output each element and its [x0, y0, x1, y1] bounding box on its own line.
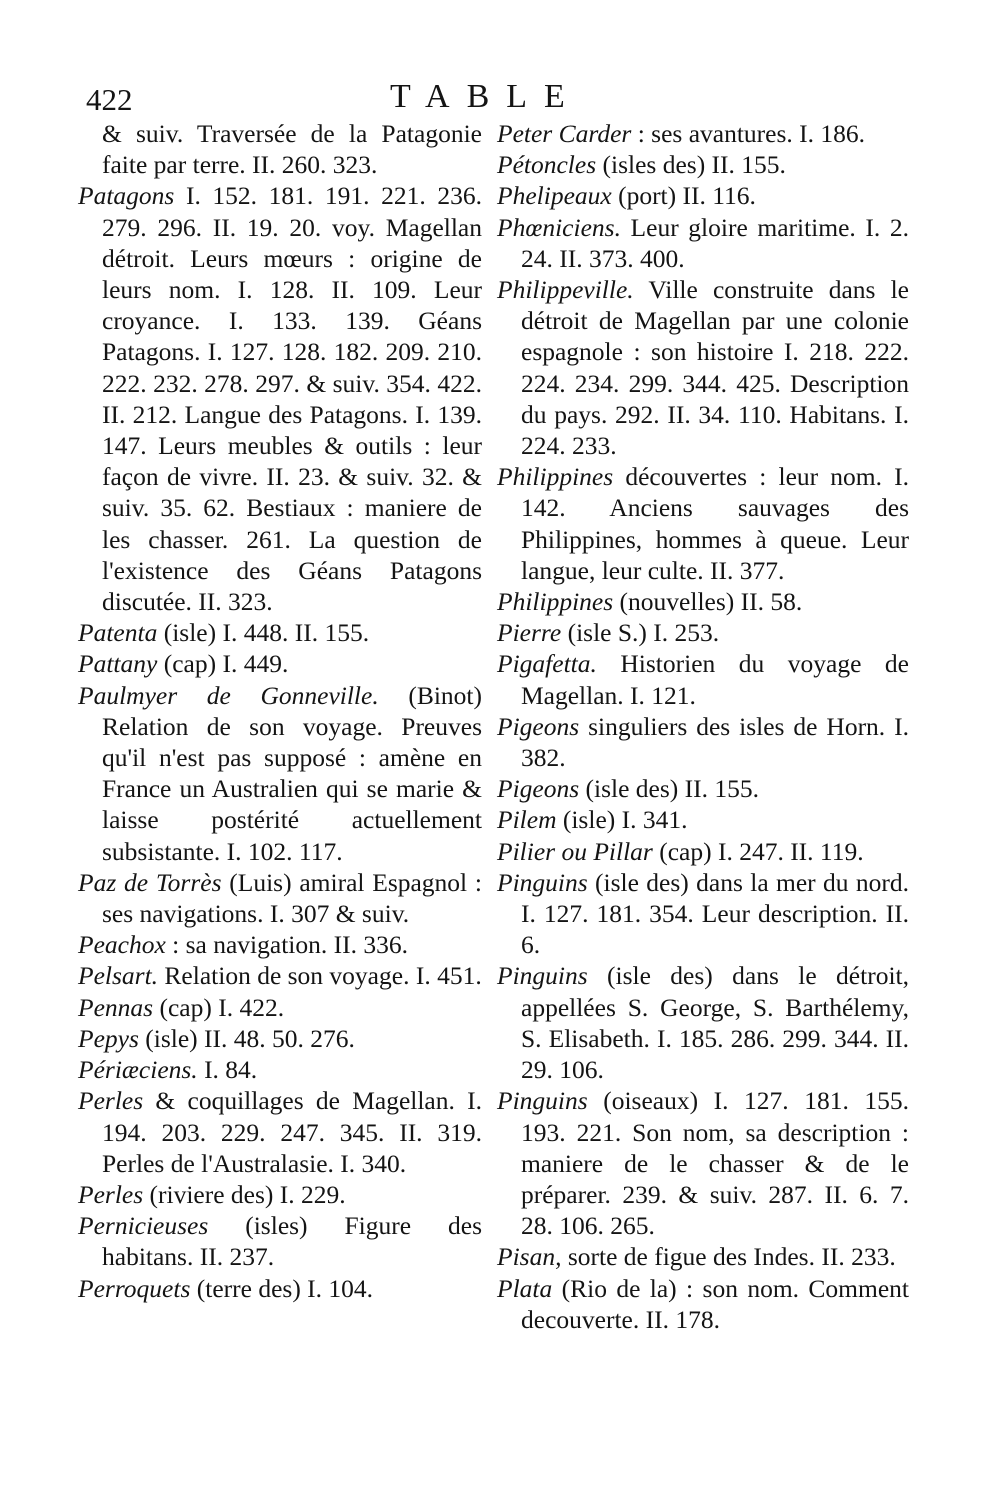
index-entry [78, 867, 482, 929]
index-entry [78, 1179, 482, 1210]
index-references: (isle des) II. 155. [579, 774, 760, 804]
index-headword: Plata [497, 1273, 553, 1303]
index-headword: Pigeons [497, 711, 580, 741]
index-entry [497, 586, 909, 617]
index-references: (oiseaux) I. 127. 181. 155. 193. 221. Son nom, sa description : maniere de le chasser & de le préparer. 239. & suiv. 287. II. 6. 7. 28. 106. 265. [521, 1086, 909, 1241]
index-entry [497, 118, 909, 149]
index-entry [78, 617, 482, 648]
index-entry [497, 149, 909, 180]
index-headword: Perles [78, 1086, 144, 1116]
index-references: : sa navigation. II. 336. [165, 930, 408, 960]
index-headword: Phœniciens. [497, 212, 621, 242]
index-headword: Philippines [497, 462, 614, 492]
page-title: TABLE [390, 78, 582, 115]
index-headword: Pinguins [497, 1086, 588, 1116]
index-headword: Pennas [78, 992, 154, 1022]
index-references: Historien du voyage de Magellan. I. 121. [521, 649, 909, 710]
index-headword: Pepys [78, 1023, 139, 1053]
index-references: (cap) I. 247. II. 119. [652, 836, 864, 866]
index-entry [78, 1085, 482, 1179]
index-headword: Paulmyer de Gonneville. [78, 680, 379, 710]
index-entry [78, 180, 482, 617]
index-entry [78, 1273, 482, 1304]
index-headword: Pelsart. [78, 961, 159, 991]
index-references: (riviere des) I. 229. [143, 1179, 346, 1209]
index-references: I. 84. [197, 1055, 258, 1085]
index-entry [78, 118, 482, 180]
index-headword: Pinguins [497, 961, 588, 991]
index-entry [497, 1273, 909, 1335]
index-references: (port) II. 116. [611, 181, 756, 211]
index-references: (isle) I. 341. [556, 805, 688, 835]
index-entry [497, 461, 909, 586]
index-references: Relation de son voyage. I. 451. [158, 961, 482, 991]
left-column [78, 118, 482, 1304]
index-headword: Pétoncles [497, 150, 597, 180]
index-references: I. 152. 181. 191. 221. 236. 279. 296. II. 19. 20. voy. Magellan détroit. Leurs mœurs : origine de leurs nom. I. 128. II. 109. Leur croyance. I. 133. 139. Géans Patagons. I. 127. 128. 182. 209. 210. 222. 232. 278. 297. & suiv. 354. 422. II. 212. Langue des Patagons. I. 139. 147. Leurs meubles & outils : leur façon de vivre. II. 23. & suiv. 32. & suiv. 35. 62. Bestiaux : maniere de les chasser. 261. La question de l'existence des Géans Patagons discutée. II. 323. [102, 181, 482, 617]
index-headword: Pilier ou Pillar [497, 836, 653, 866]
index-headword: Perles [78, 1179, 144, 1209]
index-headword: Pinguins [497, 867, 588, 897]
index-entry [78, 648, 482, 679]
index-references: (isles des) II. 155. [596, 150, 786, 180]
index-references: (nouvelles) II. 58. [613, 587, 803, 617]
index-references: (isle) II. 48. 50. 276. [138, 1023, 355, 1053]
index-entry [78, 960, 482, 991]
index-headword: Philippeville. [497, 275, 634, 305]
index-headword: Pernicieuses [78, 1211, 209, 1241]
index-headword: Peachox [78, 930, 166, 960]
page-number: 422 [86, 82, 133, 117]
index-references: Leur gloire maritime. I. 2. 24. II. 373. 400. [521, 212, 909, 273]
index-references: (isle S.) I. 253. [561, 618, 720, 648]
index-headword: Pattany [78, 649, 158, 679]
index-headword: Pigeons [497, 774, 580, 804]
index-entry [497, 773, 909, 804]
index-references: (cap) I. 449. [157, 649, 289, 679]
index-references: : ses avantures. I. 186. [631, 119, 866, 148]
index-headword: Peter Carder [497, 119, 632, 148]
index-entry [497, 867, 909, 961]
index-entry [497, 212, 909, 274]
index-headword: Philippines [497, 587, 614, 617]
index-headword: Perroquets [78, 1273, 191, 1303]
index-headword: Pierre [497, 618, 562, 648]
index-headword: Patagons [78, 181, 175, 211]
index-references: (Rio de la) : son nom. Comment decouverte. II. 178. [521, 1273, 909, 1334]
index-entry [78, 1054, 482, 1085]
index-entry [497, 648, 909, 710]
index-headword: Paz de Torrès [78, 867, 222, 897]
index-entry [497, 711, 909, 773]
index-references: & suiv. Traversée de la Patagonie faite par terre. II. 260. 323. [102, 119, 482, 180]
index-references: (Luis) amiral Espagnol : ses navigations. I. 307 & suiv. [102, 867, 482, 929]
index-entry [497, 1241, 909, 1272]
index-entry [497, 180, 909, 211]
index-references: sorte de figue des Indes. II. 233. [561, 1242, 896, 1272]
index-entry [497, 1085, 909, 1241]
index-headword: Périæciens. [78, 1055, 198, 1085]
index-headword: Pisan, [497, 1242, 562, 1272]
index-references: (isle) I. 448. II. 155. [157, 618, 370, 648]
index-references: & coquillages de Magellan. I. 194. 203. 229. 247. 345. II. 319. Perles de l'Australasie. I. 340. [102, 1086, 482, 1178]
index-entry [78, 680, 482, 867]
index-entry [497, 804, 909, 835]
index-entry [497, 836, 909, 867]
index-entry [78, 929, 482, 960]
index-entry [497, 617, 909, 648]
index-headword: Phelipeaux [497, 181, 612, 211]
index-entry [497, 274, 909, 461]
index-entry [78, 1023, 482, 1054]
index-references: (cap) I. 422. [153, 992, 285, 1022]
index-entry [78, 992, 482, 1023]
index-headword: Patenta [78, 618, 158, 648]
index-headword: Pigafetta. [497, 649, 597, 679]
index-entry [497, 960, 909, 1085]
index-references: (Binot) Relation de son voyage. Preuves qu'il n'est pas supposé : amène en France un Australien qui se marie & laisse postérité actuellement subsistante. I. 102. 117. [102, 680, 482, 866]
index-references: (isles) Figure des habitans. II. 237. [102, 1211, 482, 1272]
index-references: (isle des) dans le détroit, appellées S. George, S. Barthélemy, S. Elisabeth. I. 185. 286. 299. 344. II. 29. 106. [521, 961, 909, 1085]
right-column [497, 118, 909, 1335]
index-entry [78, 1210, 482, 1272]
index-references: singuliers des isles de Horn. I. 382. [521, 711, 909, 773]
index-headword: Pilem [497, 805, 557, 835]
index-references: (terre des) I. 104. [190, 1273, 374, 1303]
index-references: Ville construite dans le détroit de Magellan par une colonie espagnole : son histoire I. 218. 222. 224. 234. 299. 344. 425. Description du pays. 292. II. 34. 110. Habitans. I. 224. 233. [521, 275, 909, 461]
index-references: (isle des) dans la mer du nord. I. 127. 181. 354. Leur description. II. 6. [521, 867, 909, 960]
index-references: découvertes : leur nom. I. 142. Anciens sauvages des Philippines, hommes à queue. Leur langue, leur culte. II. 377. [521, 462, 909, 585]
